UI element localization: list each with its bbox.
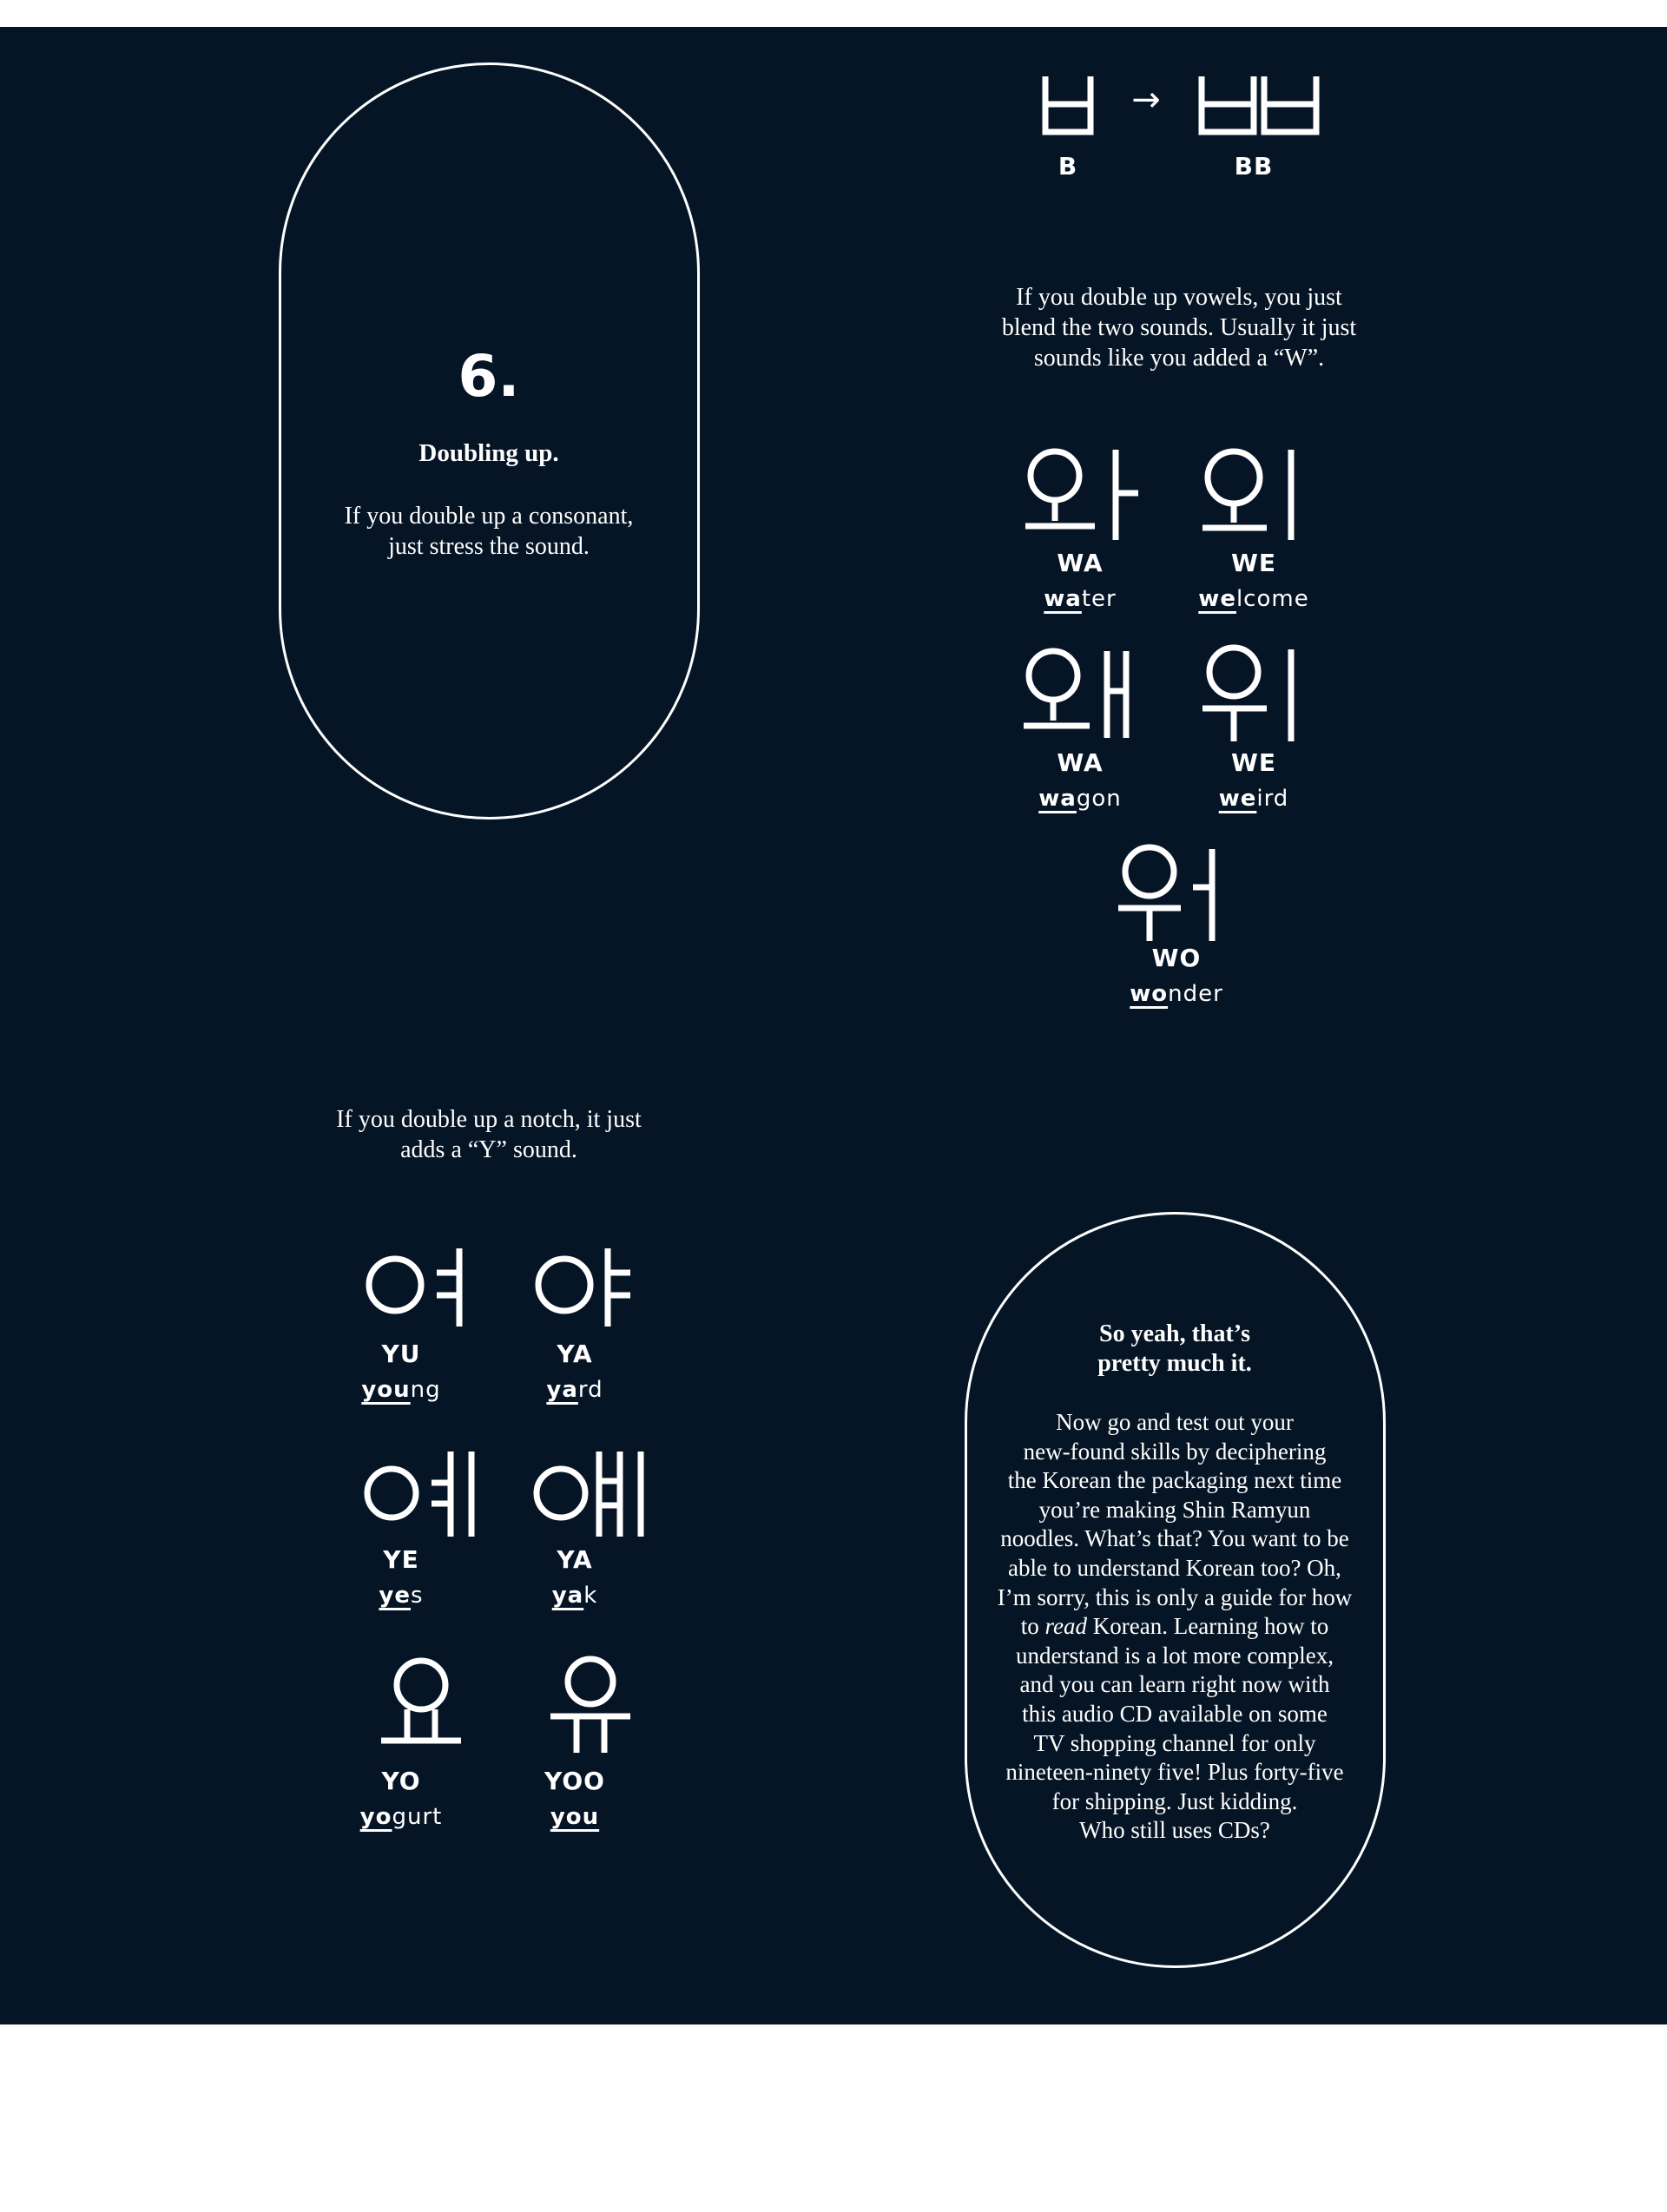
ssangbieup-glyph [1189,69,1328,139]
closing-body-line: understand is a lot more complex, [1016,1642,1334,1669]
closing-body-line: the Korean the packaging next time [1007,1467,1342,1494]
notch-roman: YO [381,1767,421,1795]
arrow-icon: → [1131,80,1161,120]
notch-example-word: yogurt [359,1804,443,1830]
ya-glyph [530,1233,651,1337]
bieup-glyph [1025,69,1111,139]
wae-glyph [1020,642,1142,747]
vowel-example-word: water [1044,586,1117,612]
vowel-roman: WA [1057,549,1104,577]
step-number: 6. [458,343,520,410]
vowel-example-word: welcome [1198,586,1309,612]
wi-glyph [1194,642,1315,747]
closing-body-line: nineteen-ninety five! Plus forty-five [1005,1759,1344,1786]
closing-body-line: and you can learn right now with [1019,1671,1330,1698]
notch-roman: YOO [544,1767,605,1795]
step-title: Doubling up. [418,439,559,467]
notch-example-word: yard [546,1377,603,1403]
closing-title-line: pretty much it. [1097,1350,1252,1377]
vowel-roman: WA [1057,748,1104,777]
closing-body-line: this audio CD available on some [1022,1700,1328,1727]
vowel-roman: WE [1230,748,1276,777]
closing-body-line: Now go and test out your [1056,1409,1294,1435]
notch-intro: If you double up a notch, it just adds a “Y” sound. [336,1106,642,1163]
closing-body-line: noodles. What’s that? You want to be [1000,1525,1349,1552]
vowel-example-word: wagon [1038,786,1122,812]
vowel-example-word: wonder [1130,981,1223,1007]
notch-example-word: yak [551,1583,598,1609]
we-glyph [1194,443,1315,547]
wo-glyph [1111,842,1233,946]
notch-example-word: young [361,1377,441,1403]
vowels-intro: If you double up vowels, you just blend the two sounds. Usually it just sounds like you added a “W”. [1001,284,1357,372]
closing-title-line: So yeah, that’s [1099,1320,1250,1347]
dark-panel [0,27,1667,2024]
closing-body-line: TV shopping channel for only [1033,1729,1316,1756]
closing-body-line: for shipping. Just kidding. [1051,1787,1298,1814]
vowel-example-word: weird [1218,786,1289,812]
notch-example-word: you [550,1804,600,1830]
closing-title [1001,1320,1348,1379]
notch-roman: YE [383,1545,419,1574]
closing-body-line: Who still uses CDs? [1079,1817,1270,1844]
step-text: If you double up a consonant, just stress the sound. [344,503,634,560]
yeo-glyph [360,1233,482,1337]
yae-glyph [530,1441,651,1545]
wa-glyph [1020,443,1142,547]
closing-body-line: you’re making Shin Ramyun [1038,1496,1311,1523]
closing-body [975,1408,1374,1846]
yo-glyph [360,1654,482,1758]
ye-glyph [360,1441,482,1545]
double-b-label: BB [1234,152,1274,181]
notch-example-word: yes [379,1583,424,1609]
vowel-roman: WE [1230,549,1276,577]
notch-roman: YA [557,1545,593,1574]
closing-body-line: to read Korean. Learning how to [1020,1613,1329,1640]
closing-body-line: I’m sorry, this is only a guide for how [997,1583,1353,1610]
notch-roman: YA [557,1340,593,1368]
notch-roman: YU [381,1340,421,1368]
single-b-label: B [1058,152,1078,181]
closing-body-line: able to understand Korean too? Oh, [1008,1554,1341,1581]
yu-glyph [530,1654,651,1758]
vowel-roman: WO [1151,944,1202,972]
closing-body-line: new-found skills by deciphering [1023,1438,1327,1465]
